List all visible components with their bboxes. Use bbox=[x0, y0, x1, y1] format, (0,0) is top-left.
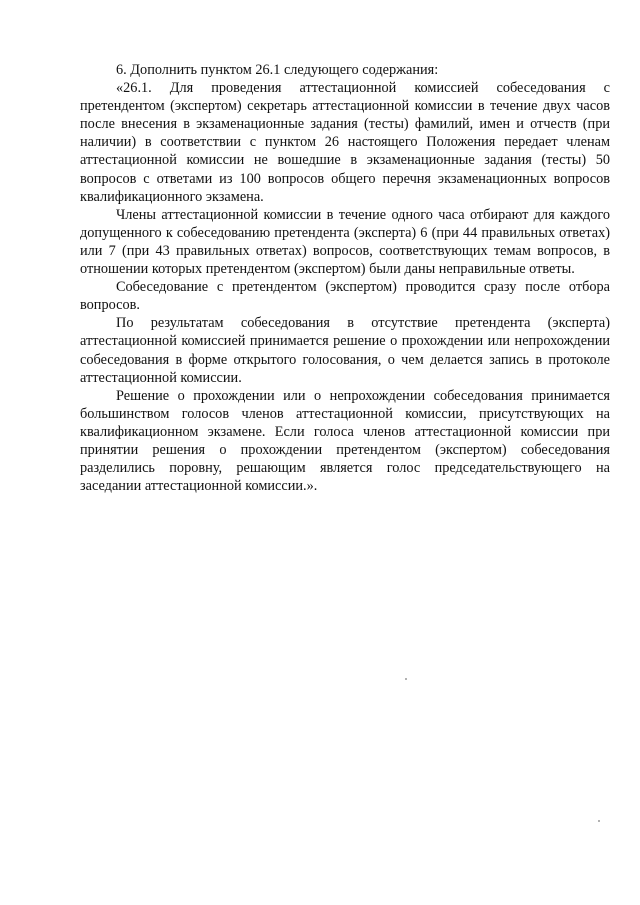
document-body bbox=[80, 61, 610, 495]
paragraph-amendment-intro: 6. Дополнить пунктом 26.1 следующего содержания: bbox=[116, 62, 439, 78]
paragraph-decision-vote: По результатам собеседования в отсутствие претендента (эксперта) аттестационной комиссией принимается решение о прохождении или непрохождении собеседования в форме открытого голосования, о чем делается запись в протоколе аттестационной комиссии. bbox=[80, 315, 610, 386]
scan-speck bbox=[598, 820, 600, 822]
paragraph-interview-timing: Собеседование с претендентом (экспертом) проводится сразу после отбора вопросов. bbox=[80, 279, 610, 314]
paragraph-26-1-secretary: «26.1. Для проведения аттестационной комиссией собеседования с претендентом (экспертом) секретарь аттестационной комиссии в течение двух часов после внесения в экзаменационные задания (тесты) фамилий, имен и отчеств (при наличии) в соответствии с пунктом 26 настоящего Положения передает членам аттестационной комиссии не вошедшие в экзаменационные задания (тесты) 50 вопросов с ответами из 100 вопросов общего перечня экзаменационных вопросов квалификационного экзамена. bbox=[80, 80, 610, 205]
paragraph-majority-rule: Решение о прохождении или о непрохождении собеседования принимается большинством голосов членов аттестационной комиссии, присутствующих на квалификационном экзамене. Если голоса членов аттестационной комиссии при принятии решения о прохождении претендентом (экспертом) собеседования разделились поровну, решающим является голос председательствующего на заседании аттестационной комиссии.». bbox=[80, 387, 610, 495]
scan-speck bbox=[405, 678, 407, 680]
paragraph-question-selection: Члены аттестационной комиссии в течение одного часа отбирают для каждого допущенного к собеседованию претендента (эксперта) 6 (при 44 правильных ответах) или 7 (при 43 правильных ответах) вопросов, соответствующих темам вопросов, в отношении которых претендентом (экспертом) были даны неправильные ответы. bbox=[80, 206, 610, 278]
